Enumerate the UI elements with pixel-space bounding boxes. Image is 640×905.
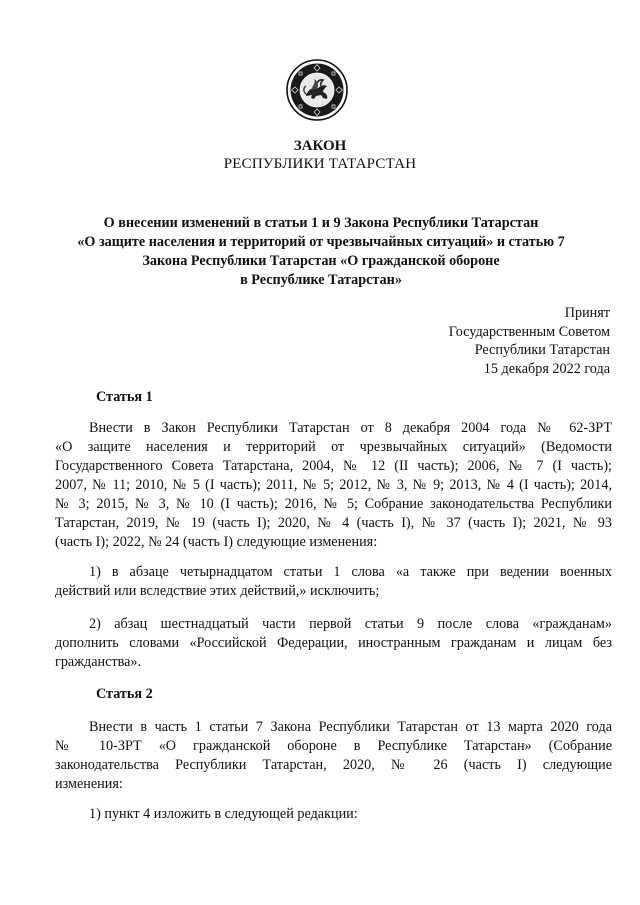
paragraph-line: (часть I); 2022, № 24 (часть I) следующие изменения:	[55, 534, 378, 550]
law-title-line: в Республике Татарстан»	[240, 272, 402, 288]
law-word: ЗАКОН	[293, 138, 347, 154]
paragraph-line: № 3; 2015, № 3, № 10 (I часть); 2016, № 5; Собрание законодательства Республики	[55, 496, 612, 512]
law-title	[66, 214, 576, 290]
paragraph-line: Внести в часть 1 статьи 7 Закона Республики Татарстан от 13 марта 2020 года	[89, 719, 612, 735]
law-title-line: О внесении изменений в статьи 1 и 9 Закона Республики Татарстан	[103, 215, 539, 231]
adoption-note	[449, 304, 610, 378]
law-title-line: «О защите населения и территорий от чрезвычайных ситуаций» и статью 7	[77, 234, 565, 250]
paragraph-line: действий или вследствие этих действий,» исключить;	[55, 583, 380, 599]
article-1-intro	[55, 419, 612, 552]
adoption-note-line: 15 декабря 2022 года	[483, 360, 610, 377]
article-1-item-2	[55, 615, 612, 672]
paragraph-line: 2007, № 11; 2010, № 5 (I часть); 2011, № 5; 2012, № 3, № 9; 2013, № 4 (I часть); 2014,	[55, 477, 612, 493]
paragraph-line: Татарстан, 2019, № 19 (часть I); 2020, № 4 (часть I), № 37 (часть I); 2021, № 93	[55, 515, 612, 531]
adoption-note-line: Принят	[564, 305, 610, 321]
paragraph-line: 1) пункт 4 изложить в следующей редакции:	[89, 806, 358, 822]
article-1-heading: Статья 1	[96, 389, 153, 405]
paragraph-line: 2) абзац шестнадцатый части первой статьи 9 после слова «гражданам»	[89, 616, 612, 632]
republic-name: РЕСПУБЛИКИ ТАТАРСТАН	[223, 156, 417, 172]
paragraph-line: дополнить словами «Российской Федерации, иностранным гражданам и лицам без	[55, 635, 612, 651]
paragraph-line: изменения:	[55, 776, 123, 792]
paragraph-line: Внести в Закон Республики Татарстан от 8 декабря 2004 года № 62-ЗРТ	[89, 420, 612, 436]
coat-of-arms-emblem	[286, 59, 348, 121]
article-2-intro	[55, 718, 612, 794]
paragraph-line: 1) в абзаце четырнадцатом статьи 1 слова «а также при ведении военных	[89, 564, 612, 580]
article-2-item-1	[55, 805, 612, 824]
paragraph-line: Государственного Совета Татарстана, 2004, № 12 (II часть); 2006, № 7 (I часть);	[55, 458, 612, 474]
adoption-note-line: Республики Татарстан	[474, 342, 610, 358]
adoption-note-line: Государственным Советом	[448, 323, 610, 340]
paragraph-line: № 10-ЗРТ «О гражданской обороне в Республике Татарстан» (Собрание	[55, 738, 612, 754]
article-2-heading: Статья 2	[96, 686, 153, 702]
paragraph-line: законодательства Республики Татарстан, 2020, № 26 (часть I) следующие	[55, 757, 612, 773]
paragraph-line: гражданства».	[55, 654, 142, 670]
article-1-item-1	[55, 563, 612, 601]
paragraph-line: «О защите населения и территорий от чрезвычайных ситуаций» (Ведомости	[55, 439, 612, 455]
law-title-line: Закона Республики Татарстан «О гражданской обороне	[142, 253, 500, 269]
